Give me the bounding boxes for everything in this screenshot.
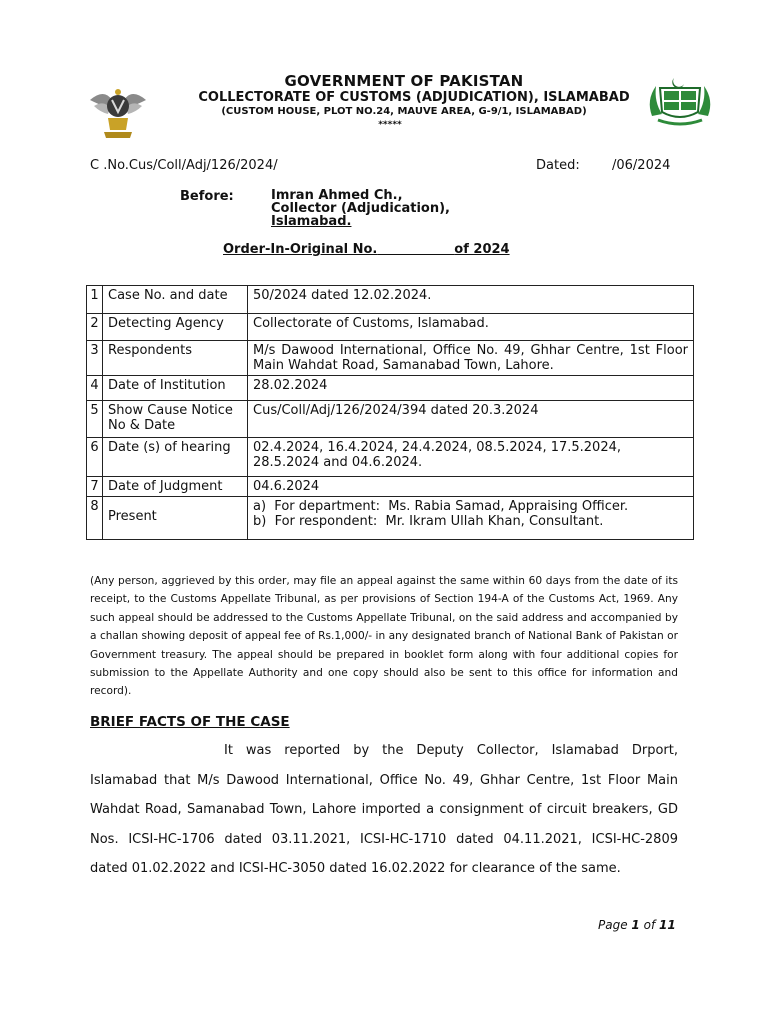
- row-value: 02.4.2024, 16.4.2024, 24.4.2024, 08.5.2024, 17.5.2024, 28.5.2024 and 04.6.2024.: [248, 438, 694, 477]
- row-value: [248, 497, 694, 540]
- brief-facts-paragraph: [90, 736, 678, 884]
- officer-designation: Collector (Adjudication),: [271, 201, 450, 216]
- row-label: Case No. and date: [103, 286, 248, 314]
- table-row: [87, 376, 694, 401]
- row-number: 6: [87, 438, 103, 477]
- page-current: 1: [631, 918, 640, 932]
- present-department: a) For department: Ms. Rabia Samad, Appraising Officer.: [253, 499, 629, 514]
- row-value: 50/2024 dated 12.02.2024.: [248, 286, 694, 314]
- row-label: Present: [103, 497, 248, 540]
- collectorate-subtitle: COLLECTORATE OF CUSTOMS (ADJUDICATION), ISLAMABAD: [198, 90, 630, 105]
- case-reference-number: C .No.Cus/Coll/Adj/126/2024/: [90, 158, 278, 173]
- row-label: Respondents: [103, 341, 248, 376]
- table-row: [87, 497, 694, 540]
- row-label: Date of Institution: [103, 376, 248, 401]
- header-separator-stars: *****: [378, 120, 402, 130]
- table-row: [87, 477, 694, 497]
- row-value: 28.02.2024: [248, 376, 694, 401]
- row-value: 04.6.2024: [248, 477, 694, 497]
- officer-name: Imran Ahmed Ch.,: [271, 188, 403, 203]
- page-number: [598, 918, 676, 932]
- row-number: 2: [87, 314, 103, 341]
- present-respondent: b) For respondent: Mr. Ikram Ullah Khan, Consultant.: [253, 514, 604, 529]
- row-number: 3: [87, 341, 103, 376]
- row-number: 4: [87, 376, 103, 401]
- adjudicating-officer: [271, 189, 450, 228]
- order-in-original-title: [223, 242, 510, 257]
- row-number: 5: [87, 401, 103, 438]
- office-address: (CUSTOM HOUSE, PLOT NO.24, MAUVE AREA, G-9/1, ISLAMABAD): [221, 106, 587, 117]
- page-of: of: [643, 918, 656, 932]
- officer-place: Islamabad.: [271, 214, 352, 229]
- appeal-notice: (Any person, aggrieved by this order, may file an appeal against the same within 60 days from the date of its receipt, to the Customs Appellate Tribunal, as per provisions of Section 194-A of the Customs Act, 1969. Any such appeal should be addressed to the Customs Appellate Tribunal, on the said address and accompanied by a challan showing deposit of appeal fee of Rs.1,000/- in any designated branch of National Bank of Pakistan or Government treasury. The appeal should be prepared in booklet form along with four additional copies for submission to the Appellate Authority and one copy should also be sent to this office for information and record).: [90, 575, 678, 698]
- row-number: 8: [87, 497, 103, 540]
- dated-value: /06/2024: [612, 158, 671, 173]
- row-value: Collectorate of Customs, Islamabad.: [248, 314, 694, 341]
- table-row: [87, 401, 694, 438]
- table-row: [87, 438, 694, 477]
- row-label: Show Cause Notice No & Date: [103, 401, 248, 438]
- row-number: 7: [87, 477, 103, 497]
- government-title: GOVERNMENT OF PAKISTAN: [284, 72, 524, 90]
- row-label: Detecting Agency: [103, 314, 248, 341]
- table-row: [87, 314, 694, 341]
- order-title: Order-In-Original No.: [223, 242, 378, 257]
- brief-facts-text: It was reported by the Deputy Collector, Islamabad Drport, Islamabad that M/s Dawood International, Office No. 49, Ghhar Centre, 1st Floor Main Wahdat Road, Samanabad Town, Lahore imported a consignment of circuit breakers, GD Nos. ICSI-HC-1706 dated 03.11.2021, ICSI-HC-1710 dated 04.11.2021, ICSI-HC-2809 dated 01.02.2022 and ICSI-HC-3050 dated 16.02.2022 for clearance of the same.: [90, 743, 678, 876]
- row-label: Date (s) of hearing: [103, 438, 248, 477]
- page-label: Page: [598, 918, 628, 932]
- row-label: Date of Judgment: [103, 477, 248, 497]
- page-total: 11: [659, 918, 676, 932]
- case-details-table: [86, 285, 694, 540]
- row-value: Cus/Coll/Adj/126/2024/394 dated 20.3.2024: [248, 401, 694, 438]
- before-label: Before:: [180, 189, 234, 204]
- order-year: of 2024: [454, 242, 510, 257]
- row-value: M/s Dawood International, Office No. 49, Ghhar Centre, 1st Floor Main Wahdat Road, Samanabad Town, Lahore.: [248, 341, 694, 376]
- dated-label: Dated:: [536, 158, 580, 173]
- table-row: [87, 286, 694, 314]
- row-number: 1: [87, 286, 103, 314]
- brief-facts-heading: BRIEF FACTS OF THE CASE: [90, 714, 290, 730]
- table-row: [87, 341, 694, 376]
